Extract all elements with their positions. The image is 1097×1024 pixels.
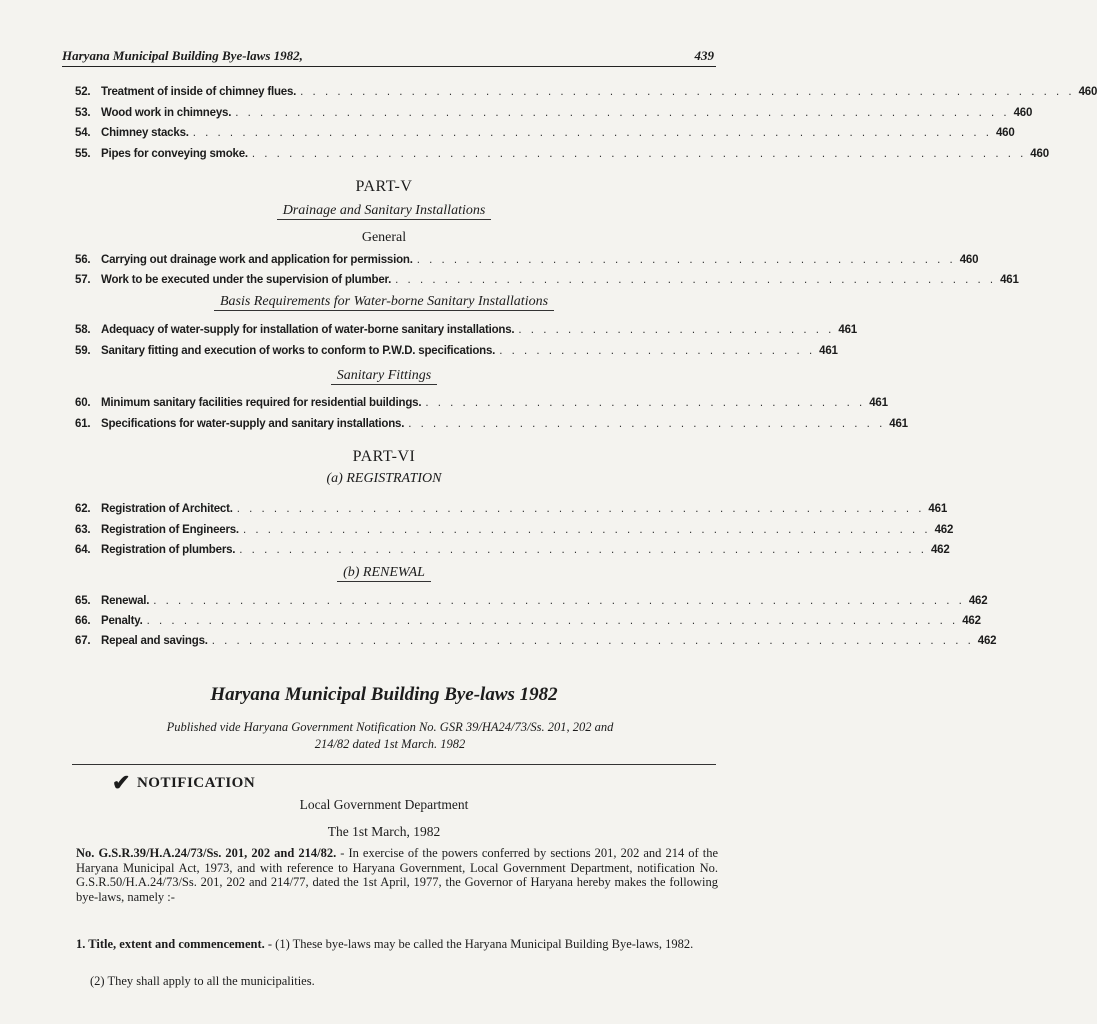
- header-page-number: 439: [694, 48, 714, 63]
- toc-page: 462: [977, 635, 997, 647]
- clause-1-subsection-2: (2) They shall apply to all the municipalities.: [90, 974, 315, 988]
- toc-leader: . . . . . . . . . . . . . . . . . . . . . . . . . . . . . . . . . . . . . . . . . . . . . . . . . . . . . . . .: [236, 503, 925, 515]
- toc-number: 52.: [75, 86, 91, 98]
- toc-row: [75, 595, 988, 607]
- toc-leader: . . . . . . . . . . . . . . . . . . . . . . . . . .: [518, 324, 835, 336]
- department-name: Local Government Department: [299, 797, 469, 812]
- toc-title: Wood work in chimneys.: [101, 107, 232, 119]
- toc-title: Adequacy of water-supply for installation of water-borne sanitary installations.: [101, 324, 515, 336]
- checkmark-icon: ✔: [112, 770, 131, 795]
- part-v-section-heading: [0, 203, 768, 219]
- toc-page: 460: [1013, 107, 1033, 119]
- toc-title: Penalty.: [101, 615, 143, 627]
- toc-row: [75, 503, 948, 515]
- notification-heading-text: NOTIFICATION: [136, 774, 256, 791]
- toc-row: [75, 345, 838, 357]
- toc-row: [75, 544, 950, 556]
- toc-leader: . . . . . . . . . . . . . . . . . . . . . . . . . . . . . . . . . . . . . . . . . . . . . . . . . . . . . . . .: [239, 544, 927, 556]
- toc-number: 56.: [75, 254, 91, 266]
- toc-page: 461: [819, 345, 838, 357]
- part-v-section-text: Drainage and Sanitary Installations: [277, 203, 492, 220]
- toc-title: Registration of Engineers.: [101, 524, 239, 536]
- act-publication-note: [70, 719, 710, 753]
- toc-title: Treatment of inside of chimney flues.: [101, 86, 297, 98]
- toc-number: 67.: [75, 635, 91, 647]
- toc-title: Chimney stacks.: [101, 127, 189, 139]
- publication-line-1: Published vide Haryana Government Notification No. GSR 39/HA24/73/Ss. 201, 202 and: [166, 720, 614, 734]
- toc-leader: . . . . . . . . . . . . . . . . . . . . . . . . . . . . . . . . . . . . . . . . . . . . . . . . . . . . . . . .: [242, 524, 931, 536]
- running-header: [62, 48, 714, 64]
- toc-number: 58.: [75, 324, 91, 336]
- toc-row: [75, 397, 888, 409]
- toc-leader: . . . . . . . . . . . . . . . . . . . . . . . . . . . . . . . . . . . . . . . . . . . . . . . . . . . . . . . . . . . . . . . . . .: [153, 595, 965, 607]
- toc-number: 61.: [75, 418, 91, 430]
- toc-title: Carrying out drainage work and application for permission.: [101, 254, 413, 266]
- toc-number: 60.: [75, 397, 91, 409]
- toc-page: 460: [959, 254, 979, 266]
- toc-title: Sanitary fitting and execution of works to conform to P.W.D. specifications.: [101, 345, 496, 357]
- toc-title: Work to be executed under the supervision of plumber.: [101, 274, 392, 286]
- sanitary-fittings-text: Sanitary Fittings: [331, 368, 438, 385]
- clause-1-title: 1. Title, extent and commencement.: [76, 937, 265, 951]
- toc-title: Pipes for conveying smoke.: [101, 148, 248, 160]
- notification-date: The 1st March, 1982: [327, 824, 441, 839]
- toc-number: 66.: [75, 615, 91, 627]
- toc-title: Registration of Architect.: [101, 503, 233, 515]
- basis-requirements-text: Basis Requirements for Water-borne Sanitary Installations: [214, 294, 554, 311]
- act-rule: [72, 764, 716, 765]
- renewal-text: (b) RENEWAL: [337, 565, 431, 582]
- toc-number: 54.: [75, 127, 91, 139]
- toc-number: 62.: [75, 503, 91, 515]
- toc-page: 460: [1078, 86, 1097, 98]
- toc-leader: . . . . . . . . . . . . . . . . . . . . . . . . . .: [499, 345, 816, 357]
- toc-page: 462: [962, 615, 981, 627]
- clause-1-body: - (1) These bye-laws may be called the Haryana Municipal Building Bye-laws, 1982.: [264, 937, 694, 951]
- general-heading: General: [361, 230, 407, 245]
- toc-page: 461: [889, 418, 908, 430]
- toc-row: [75, 127, 1015, 139]
- publication-line-2: 214/82 dated 1st March. 1982: [314, 737, 466, 751]
- sanitary-fittings-heading: [0, 368, 768, 384]
- toc-page: 462: [934, 524, 954, 536]
- notification-body: - In exercise of the powers conferred by sections 201, 202 and 214 of the Haryana Municipal Act, 1973, and with reference to Haryana Government, Local Government Department, notification No. G.S.R.50/H.A.24/73/Ss. 201, 202 and 214/77, dated the 1st April, 1977, the Governor of Haryana hereby makes the following bye-laws, namely :-: [76, 846, 718, 904]
- toc-row: [75, 148, 1049, 160]
- basis-requirements-heading: [0, 294, 768, 310]
- part-v-heading: PART-V: [355, 178, 413, 195]
- toc-leader: . . . . . . . . . . . . . . . . . . . . . . . . . . . . . . . . . . . . . . .: [408, 418, 886, 430]
- toc-page: 460: [1030, 148, 1049, 160]
- act-title: Haryana Municipal Building Bye-laws 1982: [210, 684, 558, 705]
- toc-title: Minimum sanitary facilities required for residential buildings.: [101, 397, 422, 409]
- registration-heading: [0, 471, 768, 487]
- toc-number: 63.: [75, 524, 91, 536]
- toc-title: Specifications for water-supply and sanitary installations.: [101, 418, 405, 430]
- toc-row: [75, 254, 979, 266]
- toc-row: [75, 418, 908, 430]
- notification-number: No. G.S.R.39/H.A.24/73/Ss. 201, 202 and 214/82.: [76, 846, 337, 860]
- toc-leader: . . . . . . . . . . . . . . . . . . . . . . . . . . . . . . . . . . . . . . . . . . . . . . . . . . . . . . . . . . . . . .: [211, 635, 974, 647]
- toc-title: Repeal and savings.: [101, 635, 208, 647]
- header-rule: [62, 66, 716, 67]
- toc-row: [75, 86, 1097, 98]
- toc-page: 462: [968, 595, 988, 607]
- toc-leader: . . . . . . . . . . . . . . . . . . . . . . . . . . . . . . . . . . . . . . . . . . . . . . . . . . . . . . . . . . . . . . .: [300, 86, 1075, 98]
- toc-leader: . . . . . . . . . . . . . . . . . . . . . . . . . . . . . . . . . . . . . . . . . . . . . . . . . . . . . . . . . . . . . . . . . .: [146, 615, 959, 627]
- notification-preamble: [76, 846, 718, 904]
- toc-page: 461: [869, 397, 888, 409]
- toc-leader: . . . . . . . . . . . . . . . . . . . . . . . . . . . . . . . . . . . . . . . . . . . .: [416, 254, 956, 266]
- part-vi-heading: PART-VI: [352, 448, 416, 465]
- toc-page: 460: [995, 127, 1015, 139]
- toc-title: Renewal.: [101, 595, 150, 607]
- toc-number: 64.: [75, 544, 91, 556]
- toc-page: 461: [928, 503, 948, 515]
- renewal-heading: [0, 565, 768, 581]
- toc-page: 461: [1000, 274, 1019, 286]
- toc-page: 462: [930, 544, 950, 556]
- toc-row: [75, 274, 1019, 286]
- toc-number: 53.: [75, 107, 91, 119]
- toc-number: 57.: [75, 274, 91, 286]
- toc-leader: . . . . . . . . . . . . . . . . . . . . . . . . . . . . . . . . . . . . . . . . . . . . . . . . . . . . . . . . . . . . . . .: [251, 148, 1027, 160]
- toc-number: 59.: [75, 345, 91, 357]
- toc-leader: . . . . . . . . . . . . . . . . . . . . . . . . . . . . . . . . . . . . . . . . . . . . . . . . .: [395, 274, 997, 286]
- registration-text: (a) REGISTRATION: [326, 471, 442, 486]
- toc-leader: . . . . . . . . . . . . . . . . . . . . . . . . . . . . . . . . . . . . . . . . . . . . . . . . . . . . . . . . . . . . . . . . .: [192, 127, 992, 139]
- toc-row: [75, 615, 981, 627]
- notification-heading: [112, 772, 255, 794]
- toc-leader: . . . . . . . . . . . . . . . . . . . . . . . . . . . . . . . . . . . .: [425, 397, 866, 409]
- toc-number: 65.: [75, 595, 91, 607]
- toc-row: [75, 107, 1033, 119]
- toc-row: [75, 524, 954, 536]
- toc-row: [75, 635, 997, 647]
- toc-number: 55.: [75, 148, 91, 160]
- header-title: Haryana Municipal Building Bye-laws 1982,: [62, 48, 303, 63]
- clause-1: [76, 937, 718, 952]
- toc-title: Registration of plumbers.: [101, 544, 236, 556]
- toc-row: [75, 324, 857, 336]
- toc-page: 461: [838, 324, 857, 336]
- toc-leader: . . . . . . . . . . . . . . . . . . . . . . . . . . . . . . . . . . . . . . . . . . . . . . . . . . . . . . . . . . . . . . .: [235, 107, 1010, 119]
